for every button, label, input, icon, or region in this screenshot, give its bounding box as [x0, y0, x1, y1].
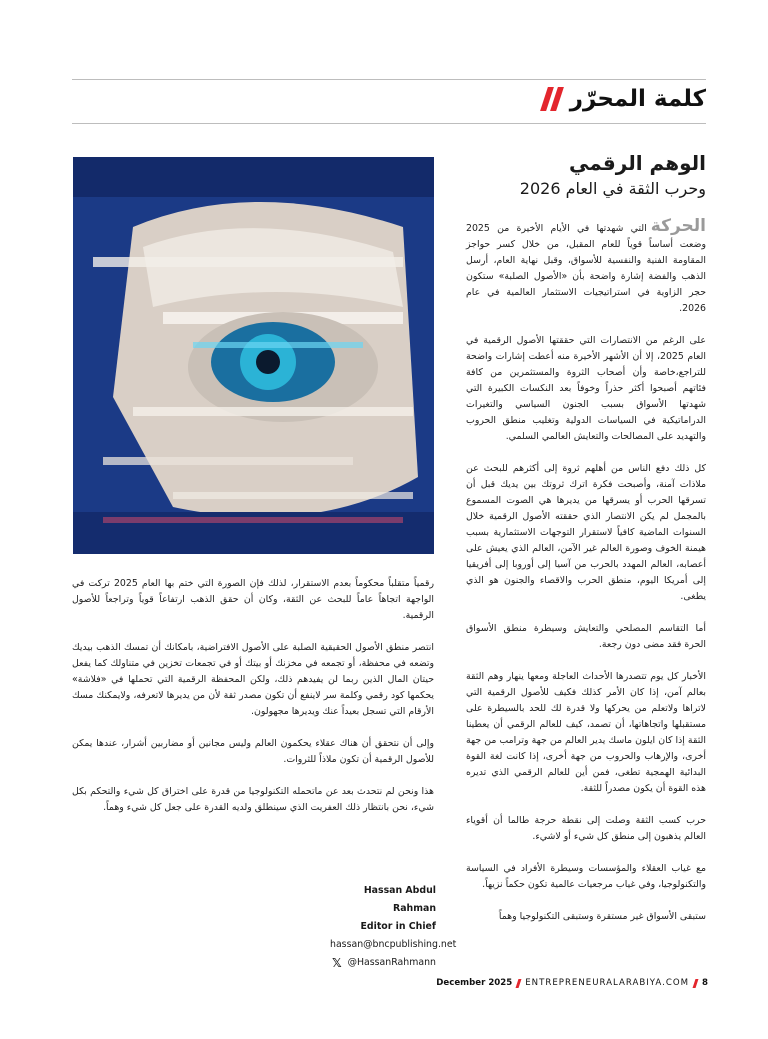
section-header [544, 86, 706, 112]
right-column [466, 218, 706, 941]
page-footer [436, 978, 708, 988]
paragraph: كل ذلك دفع الناس من أهلهم ثروة إلى أكثرهم للبحث عن ملاذات آمنة، وأصبحت فكرة اترك ثروتك بين يديك قبل أن تسرقها الحرب أو يسرقها من يديرها هي الصوت المسموع بالمجمل لم يكن الانتصار الذي حققته الأصول الرقمية خلال السنوات الماضية كافياً لاستقرار التوجهات الاستثمارية بسبب هيمنة الخوف وصورة العالم غير الآمن، العالم الذي يعيش على أعصابه، العالم المهدد بالحرب من آسيا إلى أوروبا إلى أفريقيا إلى أمريكا اليوم، منطق الحرب والاقصاء والجنون هو الذي يطغى. [466, 463, 706, 602]
article-photo [73, 157, 434, 554]
paragraph: رقمياً متقلباً محكوماً بعدم الاستقرار، لذلك فإن الصورة التي ختم بها العام 2025 تركت في الواجهة اتجاهاً عاماً للبحث عن الثقة، وكان أن حقق الذهب ارتفاعاً قوياً وتراجعاً للأصول الرقمية. [72, 578, 434, 621]
article-title: الوهم الرقمي [569, 151, 706, 175]
author-name: Hassan Abdul Rahman [363, 885, 436, 914]
dropcap-word: الحركة [650, 216, 706, 236]
paragraph: حرب كسب الثقة وصلت إلى نقطة حرجة طالما أن أقوياء العالم يذهبون إلى منطق كل شيء أو لاشيء. [466, 815, 706, 842]
header-rule [72, 123, 706, 124]
paragraph: مع غياب العقلاء والمؤسسات وسيطرة الأفراد في السياسة والتكنولوجيا، وفي غياب مرجعيات عالمية تكون حكماً نزيهاً. [466, 863, 706, 890]
glitch-eye-illustration [73, 157, 434, 554]
paragraph: ستبقى الأسواق غير مستقرة وستبقى التكنولوجيا وهماً [498, 911, 706, 922]
top-rule [72, 79, 706, 80]
paragraph: هذا ونحن لم نتحدث بعد عن ماتحمله التكنولوجيا من قدرة على اختراق كل شيء والتحكم بكل شيء، نحن بانتظار ذلك العفريت الذي سينطلق ولديه القدرة على جعل كل شيء وهماً. [72, 786, 434, 813]
author-email[interactable]: hassan@bncpublishing.net [330, 939, 457, 950]
author-byline [330, 882, 457, 972]
article-headline [456, 150, 706, 200]
paragraph: الأخبار كل يوم تتصدرها الأحداث العاجلة ومعها ينهار وهم الثقة بعالم آمن، إذا كان الأمر كذلك فكيف للأصول الرقمية التي لاتراها ولاتعلم من يحركها ولا قدرة لك للحد بالسيطرة على مستقبلها واتجاهاتها، أن تصمد، كيف للعالم الرقمي أن يعطينا الثقة إذا كان ايلون ماسك يدير العالم من جهة وترامب من جهة أخرى، والإرهاب والحروب من جهة أخرى، إذا كانت لغة القوة البدائية الهمجية تطغى، فمن أين للعالم الرقمي الذي تديره هذه القوة أن يكون مصدراً للثقة. [466, 671, 706, 794]
paragraph: على الرغم من الانتصارات التي حققتها الأصول الرقمية في العام 2025، إلا أن الأشهر الأخيرة منه أعطت إشارات واضحة للتراجع،خاصة وأن أصحاب الثروة والمستثمرين من كافة فئاتهم أصبحوا أكثر حذراً وخوفاً بعد النكسات الكبيرة التي شهدتها الأسواق بسبب الجنون السياسي والتغيرات الدراماتيكية في السياسات الدولية وتغليب منطق الحروب والتهديد على المصالحات والتعايش العالمي السلمي. [466, 335, 707, 442]
paragraph: انتصر منطق الأصول الحقيقية الصلبة على الأصول الافتراضية، بامكانك أن تمسك الذهب بيديك وتضعه في محفظة، أو تجمعه في مخزنك أو بيتك أو في تجمعات تخزين في متناولك كما يفعل حيتان المال الذين ربما لن يفيدهم ذلك، ولكن المحفظة الرقمية التي تحملها في «فلاشة» يحكمها كود رقمي وكلمة سر لاينفع أن تكون مصدر ثقة لأن من يديرها لاتعرفه، ولايمكنك مسك الأرقام التي تسجل بعيداً عنك ويديرها مجهولون. [72, 642, 434, 717]
author-handle[interactable]: @HassanRahmann [347, 957, 436, 968]
issue-date: December 2025 [436, 978, 513, 988]
footer-separator [693, 979, 699, 988]
paragraph: أما التقاسم المصلحي والتعايش وسيطرة منطق الأسواق الحرة فقد مضى دون رجعة. [466, 623, 706, 650]
author-social[interactable] [330, 954, 436, 972]
article-subtitle: وحرب الثقة في العام 2026 [519, 179, 706, 198]
site-url[interactable]: ENTREPRENEURALARABIYA.COM [525, 978, 690, 988]
footer-separator [516, 979, 522, 988]
accent-slashes [544, 87, 560, 111]
left-column [72, 576, 434, 832]
page-number: 8 [702, 978, 708, 988]
paragraph: وإلى أن نتحقق أن هناك عقلاء يحكمون العالم وليس مجانين أو مضاربين أشرار، عندها يمكن للأصول الرقمية أن تكون ملاذاً للثروات. [72, 738, 434, 765]
author-role: Editor in Chief [360, 921, 436, 932]
paragraph: الحركةالتي شهدتها في الأيام الأخيرة من 2025 وضعت أساساً قوياً للعام المقبل، من خلال كسر حواجز المقاومة الفنية والنفسية للأسواق، وقبل نهاية العام، أرسل الذهب والفضة إشارة واضحة بأن «الأصول الصلبة» ستكون حجر الزاوية في استراتيجيات الاستثمار العالمية في عام 2026. [466, 216, 706, 314]
x-logo-icon: 𝕏 [331, 956, 342, 970]
section-title: كلمة المحرّر [569, 86, 706, 112]
